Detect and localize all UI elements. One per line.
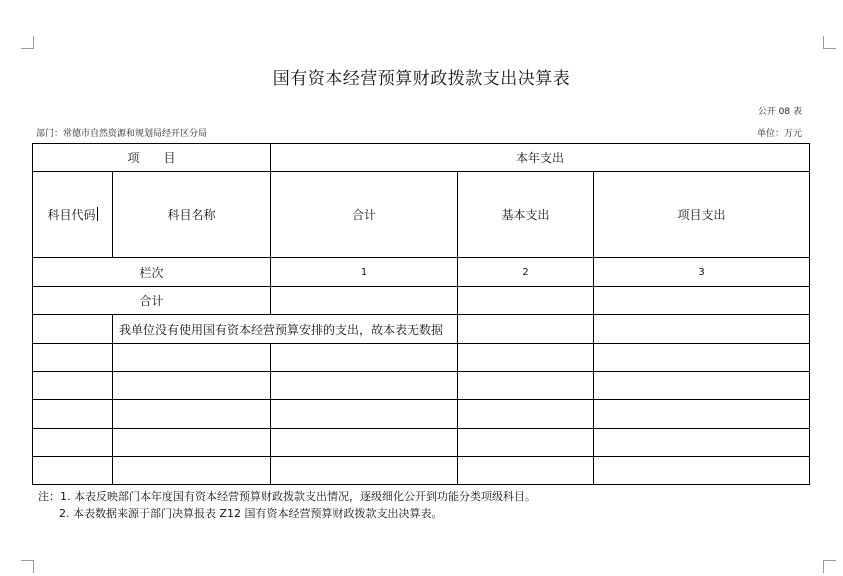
table-row <box>33 429 810 457</box>
column-index-row <box>33 258 810 287</box>
total-basic-cell[interactable] <box>458 287 594 315</box>
note-code-cell[interactable] <box>33 315 113 344</box>
header-item-cell[interactable]: 项 目 <box>33 144 271 172</box>
table-cell[interactable] <box>113 429 271 457</box>
crop-mark-bottom-right <box>823 560 836 573</box>
footnote-1: 注：1. 本表反映部门本年度国有资本经营预算财政拨款支出情况，逐级细化公开到功能分类项级科目。 <box>38 490 536 503</box>
note-basic-cell[interactable] <box>458 315 594 344</box>
table-cell[interactable] <box>458 400 594 429</box>
table-cell[interactable] <box>33 372 113 400</box>
table-cell[interactable] <box>458 344 594 372</box>
table-cell[interactable] <box>594 344 810 372</box>
index-1-cell[interactable]: 1 <box>271 258 458 287</box>
table-cell[interactable] <box>113 372 271 400</box>
table-cell[interactable] <box>458 457 594 485</box>
col-code-cell[interactable] <box>33 172 113 258</box>
form-number: 公开 08 表 <box>757 107 802 117</box>
col-project-cell[interactable]: 项目支出 <box>594 172 810 258</box>
crop-mark-bottom-left <box>21 560 34 573</box>
text-cursor <box>97 207 98 221</box>
unit-label: 单位：万元 <box>756 129 802 139</box>
note-project-cell[interactable] <box>594 315 810 344</box>
table-cell[interactable] <box>33 429 113 457</box>
col-name-cell[interactable]: 科目名称 <box>113 172 271 258</box>
footnotes <box>38 488 536 522</box>
table-cell[interactable] <box>33 457 113 485</box>
col-code-label: 科目代码 <box>47 208 96 222</box>
table-row <box>33 372 810 400</box>
col-basic-cell[interactable]: 基本支出 <box>458 172 594 258</box>
table-cell[interactable] <box>113 344 271 372</box>
index-2-cell[interactable]: 2 <box>458 258 594 287</box>
column-header-row <box>33 172 810 258</box>
table-cell[interactable] <box>594 457 810 485</box>
table-cell[interactable] <box>594 372 810 400</box>
footnote-2: 2. 本表数据来源于部门决算报表 Z12 国有资本经营预算财政拨款支出决算表。 <box>59 507 443 520</box>
table-cell[interactable] <box>594 400 810 429</box>
table-cell[interactable] <box>271 372 458 400</box>
table-cell[interactable] <box>271 400 458 429</box>
expenditure-table <box>32 143 810 485</box>
table-cell[interactable] <box>113 457 271 485</box>
table-row <box>33 344 810 372</box>
note-row <box>33 315 810 344</box>
table-row <box>33 457 810 485</box>
table-cell[interactable] <box>271 457 458 485</box>
no-data-note-cell[interactable]: 我单位没有使用国有资本经营预算安排的支出，故本表无数据 <box>113 315 458 344</box>
table-cell[interactable] <box>594 429 810 457</box>
table-cell[interactable] <box>271 429 458 457</box>
total-label-cell[interactable]: 合计 <box>33 287 271 315</box>
crop-mark-top-right <box>823 36 836 49</box>
table-cell[interactable] <box>458 372 594 400</box>
table-row <box>33 400 810 429</box>
crop-mark-top-left <box>21 36 34 49</box>
table-cell[interactable] <box>113 400 271 429</box>
table-cell[interactable] <box>33 400 113 429</box>
table-cell[interactable] <box>33 344 113 372</box>
total-value-cell[interactable] <box>271 287 458 315</box>
col-total-cell[interactable]: 合计 <box>271 172 458 258</box>
total-project-cell[interactable] <box>594 287 810 315</box>
header-year-expense-cell[interactable]: 本年支出 <box>271 144 810 172</box>
table-cell[interactable] <box>271 344 458 372</box>
department-label: 部门：常德市自然资源和规划局经开区分局 <box>36 129 208 139</box>
table-header-row <box>33 144 810 172</box>
index-3-cell[interactable]: 3 <box>594 258 810 287</box>
document-title: 国有资本经营预算财政拨款支出决算表 <box>272 69 571 89</box>
total-row <box>33 287 810 315</box>
lanci-cell[interactable]: 栏次 <box>33 258 271 287</box>
table-cell[interactable] <box>458 429 594 457</box>
